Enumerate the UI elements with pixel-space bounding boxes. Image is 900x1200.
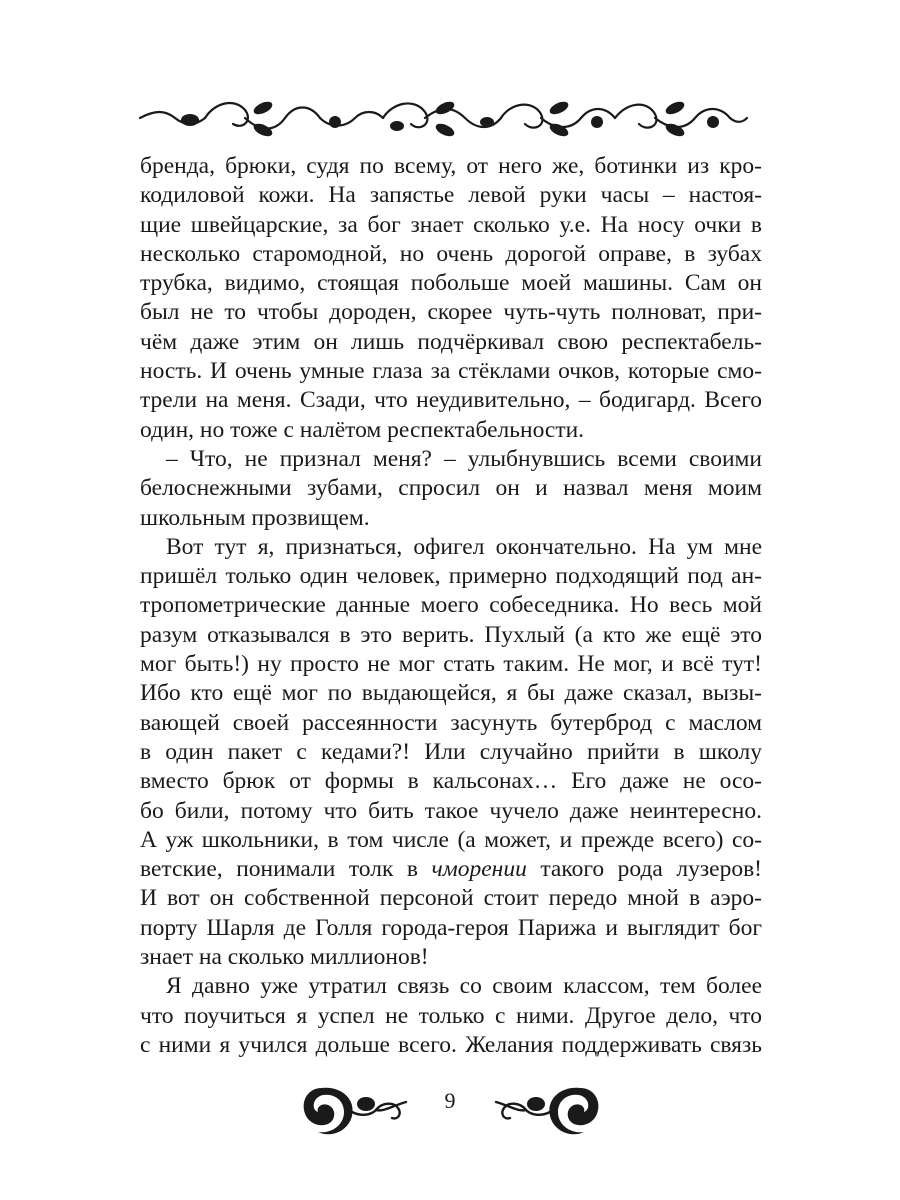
text-line: с ними я учился дольше всего. Желания поддерживать связь (140, 1031, 762, 1058)
text-line: И вот он собственной персоной стоит передо мной в аэро- (140, 885, 762, 912)
body-text (140, 152, 762, 1060)
text-line: А уж школьники, в том числе (а может, и прежде всего) со- (140, 826, 762, 853)
text-line: в один пакет с кедами?! Или случайно прийти в школу (140, 738, 762, 765)
text-line: один, но тоже с налётом респектабельности. (140, 416, 585, 443)
italic-word: чморении (431, 856, 527, 883)
text-line: трели на меня. Сзади, что неудивительно, – бодигард. Всего (140, 387, 762, 414)
text-line: мог быть!) ну просто не мог стать таким. Не мог, и всё тут! (140, 651, 762, 678)
text-line: бо били, потому что бить такое чучело даже неинтересно. (140, 797, 762, 824)
text-line: щие швейцарские, за бог знает сколько у.е. На носу очки в (140, 211, 762, 238)
text-line: тропометрические данные моего собеседника. Но весь мой (140, 592, 762, 619)
text-line: был не то чтобы дороден, скорее чуть-чуть полноват, при- (140, 299, 762, 326)
text-line: вместо брюк от формы в кальсонах… Его даже не осо- (140, 768, 762, 795)
page-number: 9 (444, 1088, 456, 1113)
text-line: знает на сколько миллионов! (140, 944, 429, 971)
text-line: ность. И очень умные глаза за стёклами очков, которые смо- (140, 358, 762, 385)
text-line: школьным прозвищем. (140, 504, 370, 531)
footer-ornament-right (492, 1080, 602, 1140)
text-line-with-italic (140, 855, 762, 884)
text-line: трубка, видимо, стоящая побольше моей машины. Сам он (140, 270, 762, 297)
text-line: Я давно уже утратил связь со своим классом, тем более (166, 973, 762, 1000)
text-line: несколько старомодной, но очень дорогой оправе, в зубах (140, 240, 762, 267)
text-line: что поучиться я успел не только с ними. Другое дело, что (140, 1002, 762, 1029)
text-line: бренда, брюки, судя по всему, от него же, ботинки из кро- (140, 153, 762, 179)
text-line: – Что, не признал меня? – улыбнувшись всеми своими (166, 445, 762, 472)
page-footer (0, 1080, 900, 1150)
text-line: кодиловой кожи. На запястье левой руки часы – настоя- (140, 182, 762, 209)
text-line: вающей своей рассеянности засунуть бутерброд с маслом (140, 709, 762, 736)
text-line: Вот тут я, признаться, офигел окончательно. На ум мне (166, 533, 762, 560)
top-ornament-divider (135, 88, 750, 148)
text-line: Ибо кто ещё мог по выдающейся, я бы даже сказал, вызы- (140, 680, 762, 707)
text-line: пришёл только один человек, примерно подходящий под ан- (140, 563, 762, 590)
text-line: чём даже этим он лишь подчёркивал свою респектабель- (140, 328, 762, 355)
text-segment: ветские, понимали толк в (140, 856, 432, 883)
text-line: разум отказывался в это верить. Пухлый (а кто же ещё это (140, 621, 762, 648)
text-segment: такого рода лузеров! (526, 856, 762, 883)
footer-ornament-left (300, 1080, 410, 1140)
text-line: белоснежными зубами, спросил он и назвал меня моим (140, 475, 762, 502)
text-line: порту Шарля де Голля города-героя Парижа и выглядит бог (140, 914, 762, 941)
